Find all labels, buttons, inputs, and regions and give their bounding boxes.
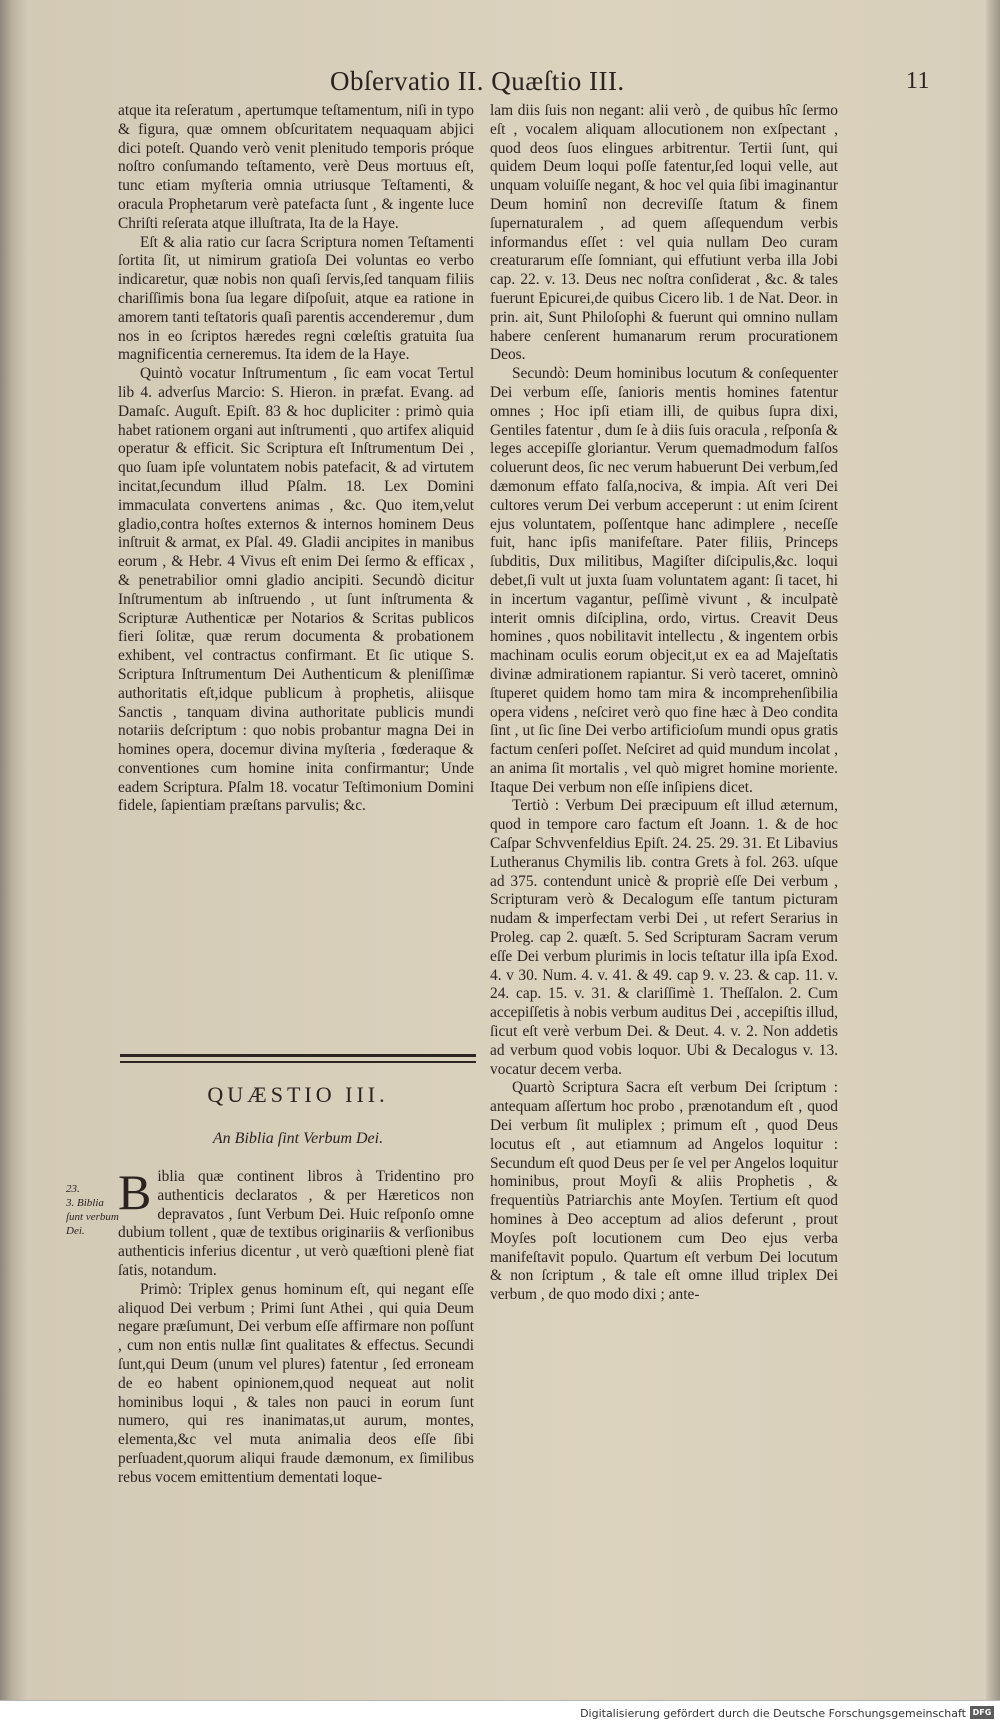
question-subtitle: An Biblia ſint Verbum Dei. [212, 1130, 384, 1147]
section-rule [120, 1054, 476, 1057]
running-head [330, 66, 930, 98]
page-number: 11 [905, 68, 930, 94]
paragraph: Secundò: Deum hominibus locutum & conſequenter Dei verbum eſſe, ſanioris mentis homines fatentur omnes ; Hoc ipſi etiam illi, de quibus ſupra dixi, Gentiles fatentur , dum ſe à diis ſuis oracula , reſponſa & leges accepiſſe gloriantur. Verum quemadmodum falſos coluerunt deos, ſic nec verum habuerunt Dei verbum,ſed dæmonum effato falſa,nociva, & impia. Aſt veri Dei cultores verum Dei verbum acceperunt : ut enim ſcirent ejus voluntatem, poſſentque hanc adimplere , neceſſe fuit, hanc ipſis manifeſtare. Pater filiis, Princeps ſubditis, Dux militibus, Magiſter diſcipulis,&c. loqui debet,ſi vult ut juxta ſuam voluntatem agant: ſi tacet, hi in incertum vagantur, peſſimè vivunt , & inculpatè interit omnis diſciplina, ordo, virtus. Creavit Deus homines , quos nobilitavit intellectu , & ingentem orbis machinam oculis eorum objecit,ut ex ea ad Majeſtatis divinæ admirationem rapiantur. Si verò taceret, omninò ſtuperet quidem homo tam mira & incomprehenſibilia opera videns , neſciret verò quo fine hæc à Deo condita ſint , ut ſic ſine Dei verbo artificioſum mundi opus gratis factum cenſeri poſſet. Neſciret ad quid mundum incolat , an anima ſit mortalis , vel quò migret homine moriente. Itaque Dei verbum non eſſe inſipiens dicet. [490, 365, 838, 796]
paragraph [118, 1164, 474, 1281]
question-heading: QUÆSTIO III. [207, 1082, 389, 1107]
margin-number: 23. [66, 1183, 80, 1195]
paragraph: lam diis ſuis non negant: alii verò , de quibus hîc ſermo eſt , vocalem aliquam allocutionem non exſpectant , quod deos ſuos elingues arbitrentur. Tertii ſunt, qui quidem Deum loqui poſſe fatentur,ſed loqui velle, aut unquam voluiſſe negant, & hoc vel quia ſibi imaginantur Deum hominî non decreviſſe ſtatum & finem ſupernaturalem , ad quem aſſequendum verbis informandus eſſet : vel quia nullam Deo curam creaturarum eſſe ſomniant, qui effutiunt verba illa Jobi cap. 22. v. 13. Deus nec noſtra conſiderat , &c. & tales fuerunt Epicurei,de quibus Cicero lib. 1 de Nat. Deor. in prin. ait, Sunt Philoſophi & fuerunt qui omnino nullam habere cenſerent humanarum rerum procurationem Deos. [490, 102, 838, 364]
section-rule-thin [120, 1061, 476, 1063]
drop-cap: B [118, 1164, 152, 1220]
paragraph-text: iblia quæ continent libros à Tridentino pro authenticis declaratos , & per Hæreticos non depravatos , ſunt Verbum Dei. Huic reſponſo omne dubium tollent , quæ de textibus originariis & verſionibus authenticis inferius dicentur , ut verò quæſtioni plenè fiat ſatis, notandum. [118, 1168, 474, 1279]
left-column [118, 102, 474, 816]
digitization-footer [0, 1700, 1000, 1725]
page-edge [986, 0, 1000, 1724]
paragraph: Quintò vocatur Inſtrumentum , ſic eam vocat Tertul lib 4. adverſus Marcio: S. Hieron. in præfat. Evang. ad Damaſc. Auguſt. Epiſt. 83 & hoc dupliciter : primò quia habet rationem organi aut inſtrumenti , quo artifex aliquid operatur & efficit. Sic Scriptura eſt Inſtrumentum Dei , quo ſuam ipſe voluntatem nobis patefacit, & ad virtutem incitat,ſecundum illud Pſalm. 18. Lex Domini immaculata convertens animas , &c. Quo item,velut gladio,contra hoſtes externos & internos hominem Deus inſtruit & armat, ex Pſal. 49. Gladii ancipites in manibus eorum , & Hebr. 4 Vivus eſt enim Dei ſermo & efficax , & penetrabilior omni gladio ancipiti. Secundò dicitur Inſtrumentum ab inſtruendo , ut ſunt inſtrumenta & Scripturæ Authenticæ per Notarios & Scritas publicos fieri ſolitæ, quæ rerum documenta & probationem exhibent, vel contractus confirmant. Et ſic utique S. Scriptura Inſtrumentum Dei Authenticum & pleniſſimæ authoritatis eſt,idque publicum à prophetis, aliisque Sanctis , tanquam divina authoritate publicis mundi notariis deſcriptum : quo nobis probantur magna Dei in homines opera, docemur divina myſteria , fœderaque & conventiones cum homine inita confirmantur; Unde eadem Scriptura. Pſalm 18. vocatur Teſtimonium Domini fidele, ſapientiam præſtans parvulis; &c. [118, 365, 474, 815]
paragraph: Eſt & alia ratio cur ſacra Scriptura nomen Teſtamenti ſortita ſit, ut nimirum gratioſa Dei voluntas eo verbo indicaretur, quæ nobis non quaſi ſervis,ſed tanquam filiis chariſſimis bona ſua legare diſpoſuit, atque ea ratione in amorem tanti teſtatoris quaſi parentis accenderemur , dum nos in eo ſcriptos hæredes regni cœleſtis gratuita ſua magnificentia cerneremus. Ita idem de la Haye. [118, 233, 474, 364]
footer-credit: Digitalisierung gefördert durch die Deutsche Forschungsgemeinschaft [580, 1707, 966, 1720]
margin-gloss: 3. Biblia ſunt verbum Dei. [66, 1197, 119, 1237]
question-body [118, 1164, 474, 1488]
margin-note [66, 1182, 122, 1238]
paragraph: Tertiò : Verbum Dei præcipuum eſt illud æternum, quod in tempore caro factum eſt Joann. 1. & de hoc Caſpar Schvvenfeldius Epiſt. 24. 25. 29. 31. Et Libavius Lutheranus Chymilis lib. contra Grets à fol. 263. uſque ad 375. contendunt unicè & propriè eſſe Dei verbum , Scripturam verò & Decalogum eſſe tantum picturam nudam & imperfectam verbi Dei , ut refert Serarius in Proleg. cap 2. quæſt. 5. Sed Scripturam Sacram verum eſſe Dei verbum plurimis in locis teſtatur illa ipſa Exod. 4. v 30. Num. 4. v. 41. & 49. cap 9. v. 23. & cap. 11. v. 24. cap. 15. v. 31. & clariſſimè 1. Theſſalon. 2. Cum accepiſſetis à nobis verbum auditus Dei , accepiſtis illud, ſicut eſt verè verbum Dei. & Deut. 4. v. 2. Non addetis ad verbum quod vobis loquor. Ubi & Decalogus v. 13. vocatur decem verba. [490, 797, 838, 1078]
paragraph: atque ita reſeratum , apertumque teſtamentum, niſi in typo & figura, quæ omnem obſcuritatem nequaquam abjici dici poteſt. Quando verò venit plenitudo temporis próque noſtro conſumando teſtamento, verè Deus mortuus eſt, tunc etiam myſteria omnia utriusque Teſtamenti, & oracula Prophetarum verè patefacta ſunt , & ingente luce Chriſti reſerata atque illuſtrata, Ita de la Haye. [118, 102, 474, 232]
right-column [490, 102, 838, 1305]
paragraph: Quartò Scriptura Sacra eſt verbum Dei ſcriptum : antequam aſſertum hoc probo , prænotandum eſt , quod Dei verbum ſit muliplex ; primum eſt , quod Deus locutus eſt , aut etiamnum ad Angelos loquitur : Secundum eſt quod Deus per ſe vel per Angelos loquitur hominibus, prout Moyſi & aliis Prophetis , & frequentiùs Patriarchis ante Moyſen. Tertium eſt quod homines à Deo acceptum ad alios deferunt , prout Moyſes poſt locutionem cum Deo ejus verba manifeſtavit populo. Quartum eſt verbum Dei locutum & non ſcriptum , & tale eſt omne illud triplex Dei verbum , de quo modo dixi ; ante- [490, 1079, 838, 1304]
paragraph: Primò: Triplex genus hominum eſt, qui negant eſſe aliquod Dei verbum ; Primi ſunt Athei , qui quia Deum negare præſumunt, Dei verbum eſſe affirmare non poſſunt , cum non entis nullæ ſint qualitates & effectus. Secundi ſunt,qui Deum (unum vel plures) fatentur , ſed erroneam de eo habent opinionem,quod nequeat aut nolit hominibus loqui , & tales non pauci in eorum ſunt numero, qui res inanimatas,ut aurum, montes, elementa,&c vel muta animalia deos eſſe ſibi perſuadent,quorum aliqui fraude dæmonum, ex ſimilibus rebus vocem emittentium dementati loque- [118, 1280, 474, 1486]
dfg-logo-icon: DFG [970, 1706, 994, 1719]
running-head-title: Obſervatio II. Quæſtio III. [330, 66, 625, 96]
